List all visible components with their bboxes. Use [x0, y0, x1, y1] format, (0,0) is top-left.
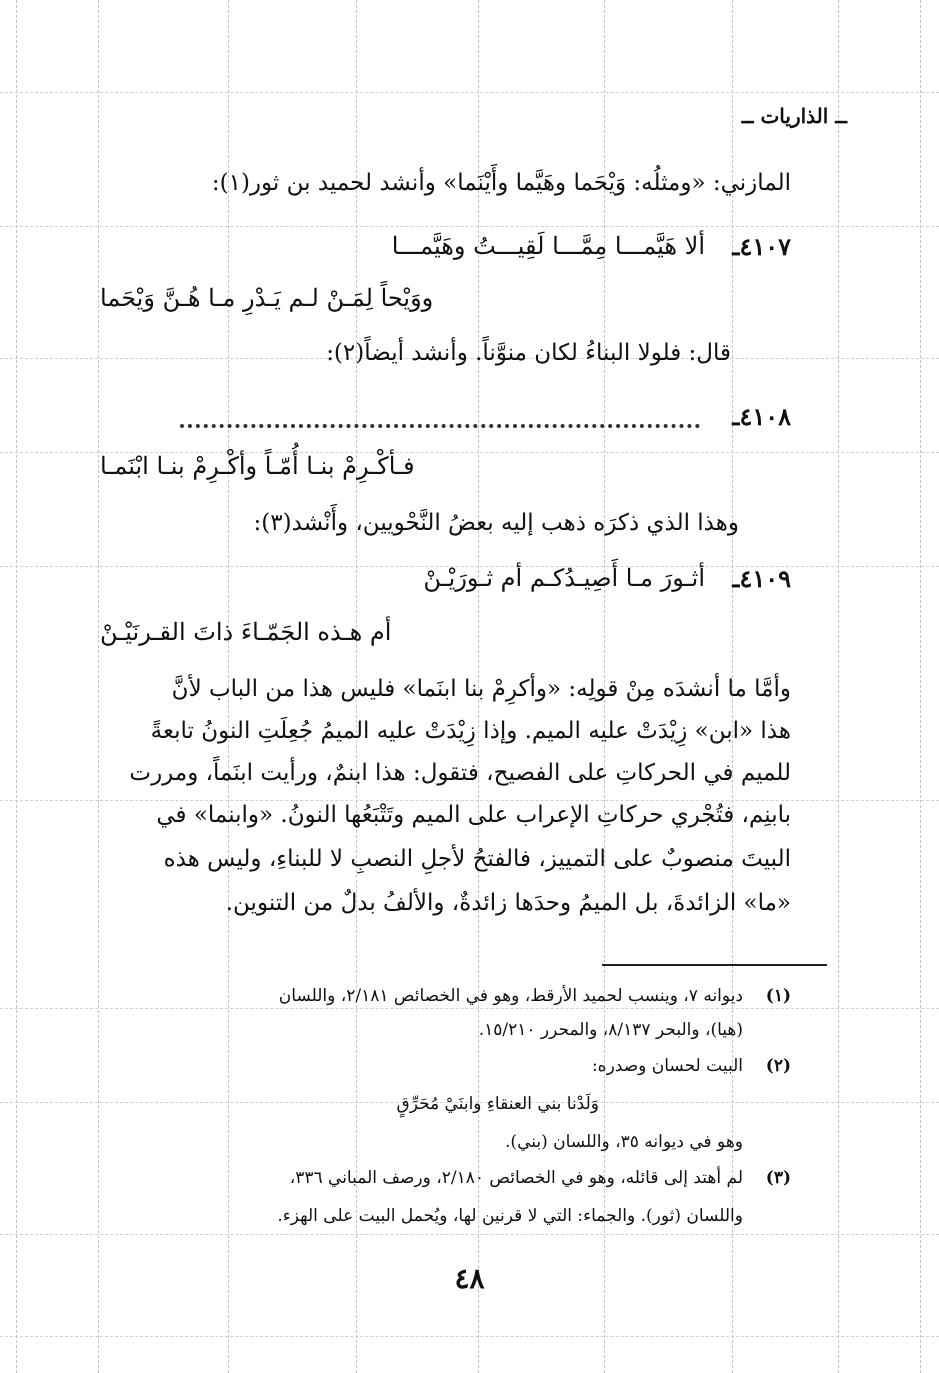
ellipsis-dots — [180, 424, 700, 428]
footnote-text: لم أهتد إلى قائله، وهو في الخصائص ٢/١٨٠، ورصف المباني ٣٣٦، — [289, 1168, 743, 1188]
text-line: قال: فلولا البناءُ لكان منوَّناً. وأنشد أيضاً(٢): — [326, 340, 731, 366]
guide-line — [0, 92, 939, 93]
verse-number: ٤١٠٩ـ — [732, 564, 791, 593]
guide-line — [0, 226, 939, 227]
text-line: وهذا الذي ذكرَه ذهب إليه بعضُ النَّحْويين، وأَنْشد(٣): — [253, 510, 739, 536]
verse-first-hemistich: ألا هَيَّمـــا مِمَّـــا لَقِيـــتُ وهَيَّمـــا — [391, 232, 705, 260]
guide-line — [98, 0, 99, 1373]
paragraph-line: البيتَ منصوبٌ على التمييز، فالفتحُ لأجلِ النصبِ لا للبناءِ، وليس هذه — [163, 846, 791, 872]
paragraph-line: هذا «ابن» زِيْدَتْ عليه الميم. وإذا زِيْدَتْ عليه الميمُ جُعِلَتِ النونُ تابعةً — [150, 718, 791, 744]
footnote-number: (١) — [765, 986, 791, 1006]
guide-line — [920, 0, 921, 1373]
guide-line — [0, 800, 939, 801]
footnote-separator — [602, 964, 827, 966]
verse-second-hemistich: ووَيْحاً لِمَـنْ لـم يَـدْرِ مـا هُـنَّ وَيْحَما — [100, 284, 434, 312]
guide-line — [16, 0, 17, 1373]
guide-line — [0, 1008, 939, 1009]
verse-second-hemistich: فـأكْـرِمْ بنـا أُمّـاً وأكْـرِمْ بنـا ابْنَمـا — [100, 452, 415, 480]
footnote-number: (٢) — [765, 1056, 791, 1076]
verse-number: ٤١٠٧ـ — [732, 232, 791, 261]
guide-line — [0, 1234, 939, 1235]
footnote-text: ديوانه ٧، وينسب لحميد الأرقط، وهو في الخصائص ٢/١٨١، واللسان — [278, 986, 743, 1006]
guide-line — [838, 0, 839, 1373]
footnote-number: (٣) — [765, 1168, 791, 1188]
verse-second-hemistich: أم هـذه الجَمّـاءَ ذاتَ القـرنَيْـنْ — [100, 618, 392, 646]
paragraph-line: بابنِم، فتُجْري حركاتِ الإعراب على الميم وتَتْبَعُها النونُ. «وابنما» في — [156, 802, 791, 828]
running-header: ــ الذاريات ــ — [741, 104, 847, 128]
verse-first-hemistich: أثـورَ مـا أَصِيـدُكـم أم ثـورَيْـنْ — [423, 564, 705, 592]
footnote-text: البيت لحسان وصدره: — [591, 1056, 743, 1076]
footnote-text: وهو في ديوانه ٣٥، واللسان (بني). — [505, 1132, 743, 1152]
footnote-text: واللسان (ثور). والجماء: التي لا قرنين لها، ويُحمل البيت على الهزء. — [277, 1206, 743, 1226]
footnote-verse: وَلَدْنا بني العنقاءِ وابنَيْ مُحَرِّقٍ — [396, 1094, 599, 1114]
verse-number: ٤١٠٨ـ — [732, 402, 791, 431]
footnote-text: (هيا)، والبحر ٨/١٣٧، والمحرر ١٥/٢١٠. — [478, 1020, 743, 1040]
paragraph-line: «ما» الزائدةَ، بل الميمُ وحدَها زائدةٌ، والألفُ بدلٌ من التنوين. — [225, 890, 791, 916]
page-number: ٤٨ — [454, 1262, 485, 1295]
paragraph-line: للميم في الحركاتِ على الفصيح، فتقول: هذا ابنمٌ، ورأيت ابنَماً، ومررت — [129, 760, 791, 786]
paragraph-line: وأمَّا ما أنشدَه مِنْ قولِه: «وأكرِمْ بنا ابنَما» فليس هذا من الباب لأنَّ — [171, 676, 791, 702]
text-line: المازني: «ومثلُه: وَيْحَما وهَيَّما وأَيْنَما» وأنشد لحميد بن ثور(١): — [211, 170, 791, 196]
guide-line — [0, 1336, 939, 1337]
